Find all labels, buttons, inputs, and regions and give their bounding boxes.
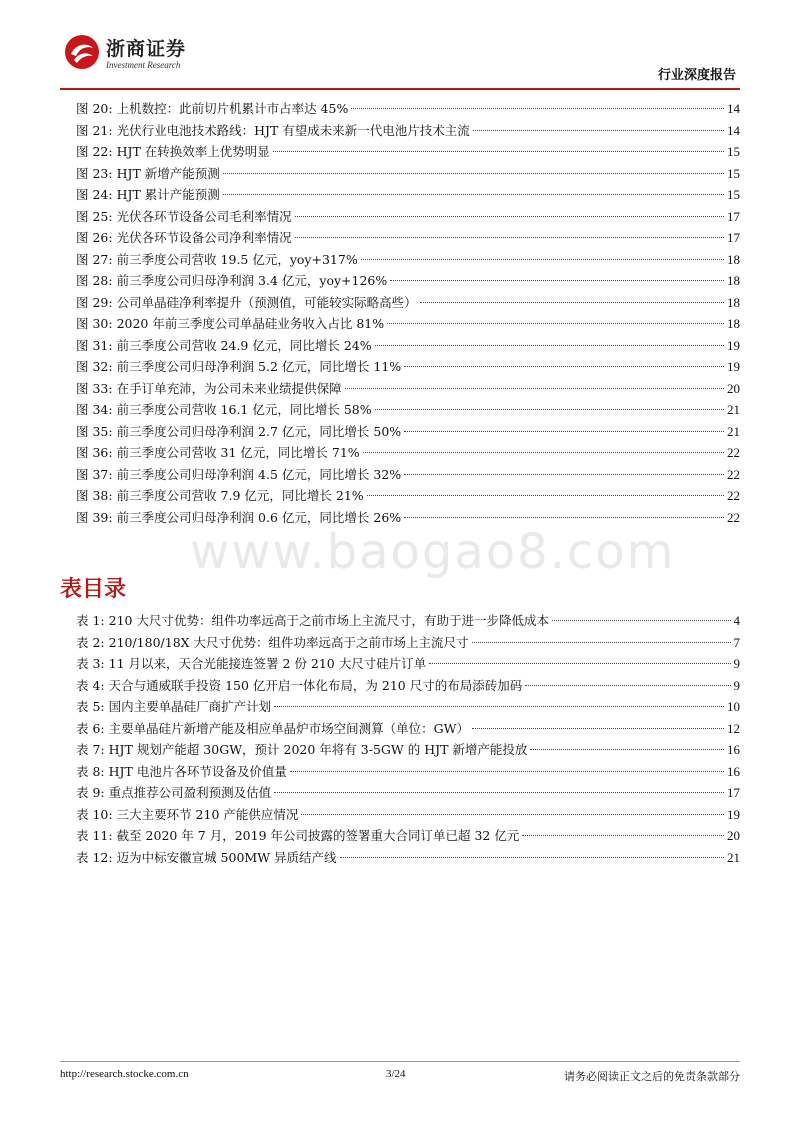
toc-leader-dots — [223, 173, 724, 174]
toc-entry-page: 22 — [727, 509, 740, 525]
toc-entry[interactable] — [76, 399, 740, 421]
toc-entry-label: 表 2: 210/180/18X 大尺寸优势：组件功率远高于之前市场上主流尺寸 — [76, 634, 469, 650]
toc-entry[interactable] — [76, 653, 740, 675]
toc-leader-dots — [404, 474, 724, 475]
toc-entry-label: 图 33: 在手订单充沛，为公司未来业绩提供保障 — [76, 380, 342, 396]
toc-leader-dots — [552, 620, 731, 621]
footer-divider — [60, 1061, 740, 1062]
toc-leader-dots — [273, 151, 724, 152]
toc-leader-dots — [387, 323, 724, 324]
toc-leader-dots — [301, 814, 724, 815]
logo-chinese-name: 浙商证券 — [106, 38, 187, 60]
toc-entry-label: 表 12: 迈为中标安徽宣城 500MW 异质结产线 — [76, 849, 337, 865]
toc-entry-label: 表 8: HJT 电池片各环节设备及价值量 — [76, 763, 287, 779]
toc-entry[interactable] — [76, 356, 740, 378]
table-list — [76, 610, 740, 868]
toc-entry-label: 图 26: 光伏各环节设备公司净利率情况 — [76, 230, 292, 245]
toc-entry[interactable] — [76, 313, 740, 335]
toc-leader-dots — [274, 792, 724, 793]
toc-entry[interactable] — [76, 804, 740, 826]
toc-entry-label: 图 30: 2020 年前三季度公司单晶硅业务收入占比 81% — [76, 316, 385, 331]
toc-entry[interactable] — [76, 847, 740, 869]
toc-entry-page: 17 — [727, 230, 740, 245]
toc-entry-label: 图 35: 前三季度公司归母净利润 2.7 亿元，同比增长 50% — [76, 423, 402, 439]
toc-leader-dots — [363, 452, 724, 453]
toc-entry-label: 图 27: 前三季度公司营收 19.5 亿元，yoy+317% — [76, 251, 358, 267]
toc-leader-dots — [522, 835, 724, 836]
header-divider — [60, 88, 740, 90]
toc-entry-page: 15 — [727, 187, 740, 202]
toc-leader-dots — [345, 388, 724, 389]
footer-disclaimer: 请务必阅读正文之后的免责条款部分 — [564, 1070, 740, 1083]
toc-entry-page: 16 — [727, 763, 740, 779]
toc-entry-page: 22 — [727, 466, 740, 482]
toc-entry[interactable] — [76, 675, 740, 697]
toc-leader-dots — [404, 517, 724, 518]
toc-entry-page: 21 — [727, 849, 740, 865]
toc-entry[interactable] — [76, 632, 740, 654]
toc-entry[interactable] — [76, 696, 740, 718]
toc-leader-dots — [472, 642, 731, 643]
toc-entry[interactable] — [76, 227, 740, 249]
toc-leader-dots — [525, 685, 730, 686]
toc-entry-page: 19 — [727, 806, 740, 822]
toc-entry-label: 表 3: 11 月以来，天合光能接连签署 2 份 210 大尺寸硅片订单 — [76, 656, 427, 671]
toc-entry-page: 4 — [733, 613, 740, 628]
toc-leader-dots — [404, 431, 724, 432]
logo-english-name: Investment Research — [106, 60, 181, 70]
toc-entry[interactable] — [76, 761, 740, 783]
toc-entry[interactable] — [76, 421, 740, 443]
toc-entry[interactable] — [76, 206, 740, 228]
toc-entry-label: 表 6: 主要单晶硅片新增产能及相应单晶炉市场空间测算（单位：GW） — [76, 720, 469, 736]
toc-entry-page: 7 — [733, 634, 740, 650]
toc-entry-label: 表 10: 三大主要环节 210 产能供应情况 — [76, 806, 299, 822]
toc-entry-label: 图 39: 前三季度公司归母净利润 0.6 亿元，同比增长 26% — [76, 509, 402, 525]
toc-entry-page: 18 — [727, 294, 740, 310]
figure-list — [76, 98, 740, 528]
toc-entry-page: 19 — [727, 359, 740, 374]
toc-entry-page: 21 — [727, 423, 740, 439]
toc-entry-page: 9 — [733, 656, 740, 671]
toc-entry[interactable] — [76, 464, 740, 486]
toc-entry-label: 图 36: 前三季度公司营收 31 亿元，同比增长 71% — [76, 445, 360, 460]
toc-leader-dots — [295, 216, 724, 217]
toc-leader-dots — [530, 749, 724, 750]
toc-entry-page: 22 — [727, 488, 740, 503]
toc-entry[interactable] — [76, 610, 740, 632]
toc-leader-dots — [375, 345, 724, 346]
toc-entry-label: 图 28: 前三季度公司归母净利润 3.4 亿元，yoy+126% — [76, 273, 388, 288]
toc-entry-page: 20 — [727, 380, 740, 396]
toc-entry-page: 17 — [727, 785, 740, 800]
toc-entry-label: 图 21: 光伏行业电池技术路线：HJT 有望成未来新一代电池片技术主流 — [76, 122, 470, 138]
toc-entry[interactable] — [76, 249, 740, 271]
toc-leader-dots — [290, 771, 724, 772]
toc-entry-label: 图 20: 上机数控：此前切片机累计市占率达 45% — [76, 101, 349, 116]
toc-entry-label: 图 31: 前三季度公司营收 24.9 亿元，同比增长 24% — [76, 337, 372, 353]
toc-entry[interactable] — [76, 141, 740, 163]
toc-leader-dots — [375, 409, 724, 410]
toc-entry-page: 17 — [727, 208, 740, 224]
toc-entry[interactable] — [76, 782, 740, 804]
toc-entry[interactable] — [76, 335, 740, 357]
toc-entry-label: 表 9: 重点推荐公司盈利预测及估值 — [76, 785, 272, 800]
company-logo-icon — [62, 32, 102, 72]
toc-leader-dots — [473, 130, 724, 131]
toc-entry[interactable] — [76, 485, 740, 507]
toc-entry-label: 表 1: 210 大尺寸优势：组件功率远高于之前市场上主流尺寸，有助于进一步降低成本 — [76, 613, 549, 628]
toc-entry-label: 图 23: HJT 新增产能预测 — [76, 165, 220, 181]
toc-entry-label: 表 7: HJT 规划产能超 30GW，预计 2020 年将有 3-5GW 的 HJT 新增产能投放 — [76, 742, 528, 757]
toc-entry[interactable] — [76, 739, 740, 761]
footer-url[interactable]: http://research.stocke.com.cn — [60, 1068, 189, 1080]
toc-entry-page: 14 — [727, 101, 740, 116]
toc-leader-dots — [274, 706, 724, 707]
toc-entry-label: 图 24: HJT 累计产能预测 — [76, 187, 220, 202]
toc-leader-dots — [361, 259, 724, 260]
toc-leader-dots — [295, 237, 724, 238]
toc-entry[interactable] — [76, 718, 740, 740]
toc-entry[interactable] — [76, 184, 740, 206]
report-type: 行业深度报告 — [657, 68, 736, 83]
toc-entry-label: 图 32: 前三季度公司归母净利润 5.2 亿元，同比增长 11% — [76, 359, 402, 374]
toc-entry-page: 18 — [727, 251, 740, 267]
toc-entry-page: 21 — [727, 402, 740, 417]
toc-entry-page: 18 — [727, 316, 740, 331]
toc-leader-dots — [340, 857, 724, 858]
toc-entry-page: 15 — [727, 144, 740, 159]
toc-leader-dots — [429, 663, 730, 664]
toc-entry-label: 图 38: 前三季度公司营收 7.9 亿元，同比增长 21% — [76, 488, 364, 503]
company-logo — [60, 28, 200, 78]
page-header — [60, 28, 740, 88]
toc-leader-dots — [472, 728, 724, 729]
footer-page-number: 3/24 — [386, 1068, 406, 1080]
toc-entry-page: 19 — [727, 337, 740, 353]
toc-entry-page: 10 — [727, 699, 740, 714]
toc-entry[interactable] — [76, 292, 740, 314]
toc-entry-page: 16 — [727, 742, 740, 757]
toc-leader-dots — [420, 302, 724, 303]
toc-leader-dots — [367, 495, 724, 496]
toc-entry-page: 20 — [727, 828, 740, 843]
toc-entry[interactable] — [76, 825, 740, 847]
toc-entry[interactable] — [76, 270, 740, 292]
toc-entry-label: 表 11: 截至 2020 年 7 月，2019 年公司披露的签署重大合同订单已超 32 亿元 — [76, 828, 520, 843]
toc-entry-page: 18 — [727, 273, 740, 288]
toc-leader-dots — [390, 280, 724, 281]
toc-leader-dots — [351, 108, 724, 109]
toc-entry-page: 12 — [727, 720, 740, 736]
toc-entry[interactable] — [76, 98, 740, 120]
toc-entry-label: 表 4: 天合与通威联手投资 150 亿开启一体化布局，为 210 尺寸的布局添砖加码 — [76, 677, 523, 693]
toc-entry[interactable] — [76, 378, 740, 400]
toc-entry-page: 15 — [727, 165, 740, 181]
toc-leader-dots — [404, 366, 724, 367]
toc-leader-dots — [223, 194, 724, 195]
toc-entry[interactable] — [76, 163, 740, 185]
toc-entry[interactable] — [76, 120, 740, 142]
watermark: www.baogao8.com — [190, 524, 676, 580]
toc-entry-page: 22 — [727, 445, 740, 460]
toc-entry-label: 表 5: 国内主要单晶硅厂商扩产计划 — [76, 699, 272, 714]
toc-entry-label: 图 34: 前三季度公司营收 16.1 亿元，同比增长 58% — [76, 402, 372, 417]
toc-entry-page: 9 — [733, 677, 740, 693]
toc-entry-label: 图 37: 前三季度公司归母净利润 4.5 亿元，同比增长 32% — [76, 466, 402, 482]
toc-entry-label: 图 22: HJT 在转换效率上优势明显 — [76, 144, 270, 159]
toc-entry[interactable] — [76, 442, 740, 464]
toc-entry-page: 14 — [727, 122, 740, 138]
toc-entry-label: 图 25: 光伏各环节设备公司毛利率情况 — [76, 208, 292, 224]
tables-section-title: 表目录 — [60, 577, 127, 602]
toc-entry-label: 图 29: 公司单晶硅净利率提升（预测值，可能较实际略高些） — [76, 294, 417, 310]
